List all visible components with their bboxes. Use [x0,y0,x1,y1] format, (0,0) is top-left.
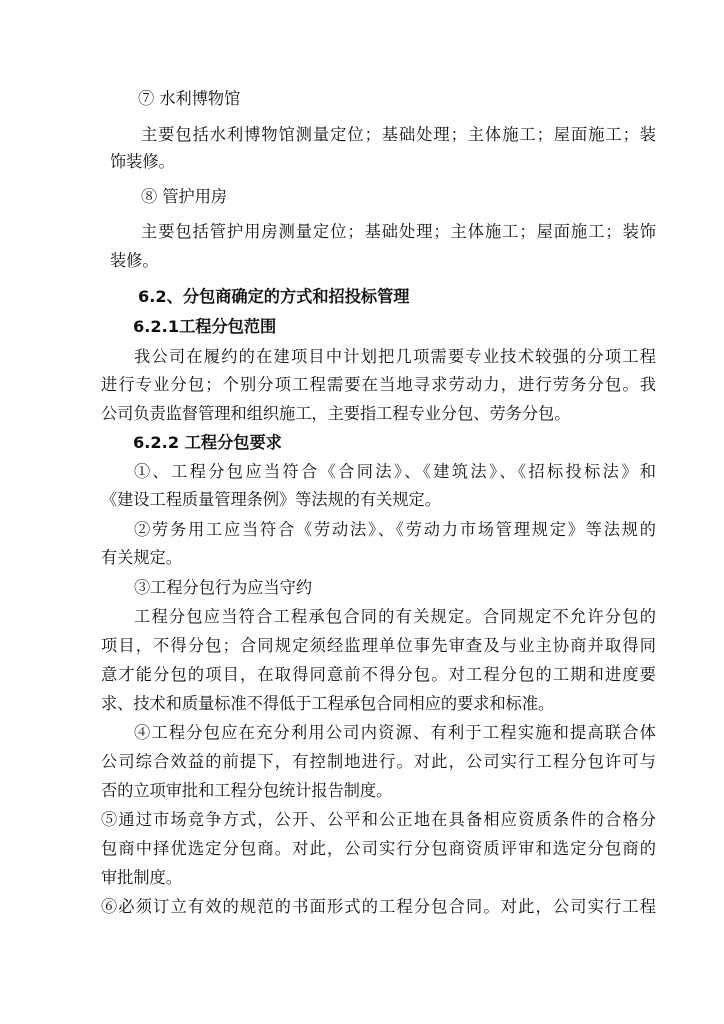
section-6-2-1-heading: 6.2.1工程分包范围 [133,317,277,336]
section-6-2-heading: 6.2、分包商确定的方式和招投标管理 [138,287,410,306]
item8-body-line2: 装修。 [110,251,159,270]
req3-line2: 项目，不得分包；合同规定须经监理单位事先审查及与业主协商并取得同 [101,636,656,655]
req2-line1: ②劳务用工应当符合《劳动法》、《劳动力市场管理规定》等法规的 [134,520,656,539]
section-6-2-2-heading: 6.2.2 工程分包要求 [133,433,282,452]
req3-line3: 意才能分包的项目，在取得同意前不得分包。对工程分包的工期和进度要 [101,665,656,684]
req4-line2: 公司综合效益的前提下，有控制地进行。对此，公司实行工程分包许可与 [101,752,656,771]
req5-line2: 包商中择优选定分包商。对此，公司实行分包商资质评审和选定分包商的 [101,839,656,858]
req1-line1: ①、工程分包应当符合《合同法》、《建筑法》、《招标投标法》和 [134,462,656,481]
req1-line2: 《建设工程质量管理条例》等法规的有关规定。 [101,490,441,509]
req4-line1: ④工程分包应在充分利用公司内资源、有利于工程实施和提高联合体 [134,723,656,742]
req5-line3: 审批制度。 [101,868,182,887]
item7-body-line1: 主要包括水利博物馆测量定位；基础处理；主体施工；屋面施工；装 [141,125,656,144]
req6-line1: ⑥必须订立有效的规范的书面形式的工程分包合同。对此，公司实行工程 [101,897,656,916]
req2-line2: 有关规定。 [101,548,182,567]
item8-heading: ⑧ 管护用房 [141,187,228,206]
req5-line1: ⑤通过市场竞争方式，公开、公平和公正地在具备相应资质条件的合格分 [101,810,656,829]
req3-line1: 工程分包应当符合工程承包合同的有关规定。合同规定不允许分包的 [134,607,656,626]
p621-line1: 我公司在履约的在建项目中计划把几项需要专业技术较强的分项工程 [134,347,656,366]
item8-body-line1: 主要包括管护用房测量定位；基础处理；主体施工；屋面施工；装饰 [141,222,656,241]
req4-line3: 否的立项审批和工程分包统计报告制度。 [101,781,393,800]
p621-line2: 进行专业分包；个别分项工程需要在当地寻求劳动力，进行劳务分包。我 [101,375,656,394]
req3-line4: 求、技术和质量标准不得低于工程承包合同相应的要求和标准。 [101,694,555,713]
item7-heading: ⑦ 水利博物馆 [138,89,241,108]
item7-body-line2: 饰装修。 [110,152,175,171]
p621-line3: 公司负责监督管理和组织施工，主要指工程专业分包、劳务分包。 [101,404,571,423]
req3-heading: ③工程分包行为应当守约 [134,578,313,597]
